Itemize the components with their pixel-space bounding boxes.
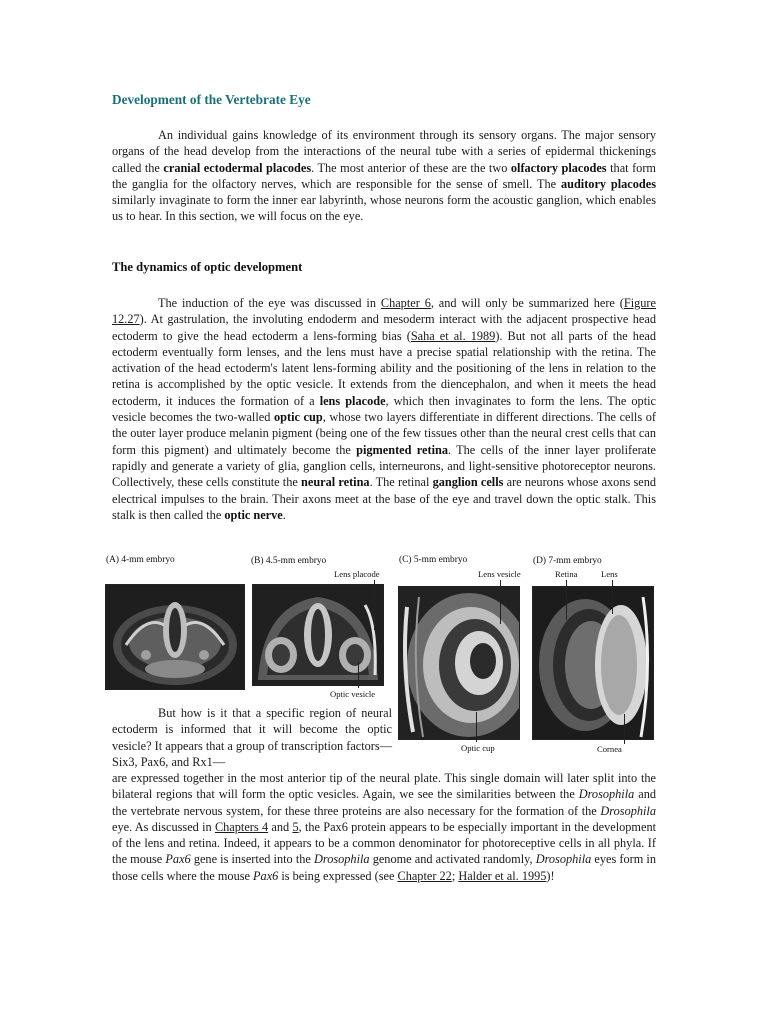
link-chapter-5[interactable]: 5 — [292, 819, 299, 834]
micrograph-b — [252, 584, 384, 686]
link-saha-1989[interactable]: Saha et al. 1989 — [410, 328, 496, 343]
micrograph-c-image — [399, 587, 519, 739]
leader-lens-placode — [374, 580, 375, 630]
label-optic-vesicle: Optic vesicle — [330, 689, 376, 699]
leader-lens — [612, 580, 613, 614]
leader-lens-vesicle — [500, 580, 501, 624]
link-chapter-22[interactable]: Chapter 22 — [397, 868, 452, 883]
link-figure-12-27[interactable]: Figure 12.27 — [112, 296, 656, 327]
term-olfactory-placodes: olfactory placodes — [510, 160, 607, 175]
term-lens-placode: lens placode — [319, 393, 386, 408]
section-title: Development of the Vertebrate Eye — [112, 92, 311, 107]
label-retina: Retina — [555, 569, 578, 579]
panel-c-label: (C) 5-mm embryo — [399, 555, 468, 565]
leader-optic-vesicle — [358, 662, 359, 688]
micrograph-c — [398, 586, 520, 740]
subsection-title: The dynamics of optic development — [112, 260, 303, 274]
term-neural-retina: neural retina — [301, 475, 370, 490]
leader-retina — [566, 580, 567, 620]
transcription-paragraph-continued: are expressed together in the most anterior tip of the neural plate. This single domain will later split into the bilateral regions that will form the optic vesicles. Again, we see the similarities between the Drosophila and the vertebrate nervous system, for these three proteins are also necessary for the formation of the Drosophila eye. As discussed in Chapters 4 and 5, the Pax6 protein appears to be especially important in the development of the lens and retina. Indeed, it appears to be a common denominator for photoreceptive cells in all phyla. If the mouse Pax6 gene is inserted into the Drosophila genome and activated randomly, Drosophila eyes form in those cells where the mouse Pax6 is being expressed (see Chapter 22; Halder et al. 1995)! — [112, 771, 657, 883]
label-lens-vesicle: Lens vesicle — [478, 569, 521, 579]
panel-a-label: (A) 4-mm embryo — [106, 555, 175, 565]
leader-optic-cup — [476, 712, 477, 742]
leader-cornea — [624, 714, 625, 744]
link-chapter-6[interactable]: Chapter 6 — [380, 296, 431, 310]
link-halder-1995[interactable]: Halder et al. 1995 — [458, 868, 547, 883]
micrograph-d — [532, 586, 654, 740]
transcription-paragraph-start: But how is it that a specific region of neural ectoderm is informed that it will become the optic vesicle? It appears that a group of transcription factors—Six3, Pax6, and Rx1— — [112, 706, 392, 769]
term-auditory-placodes: auditory placodes — [560, 176, 656, 191]
panel-b-label: (B) 4.5-mm embryo — [251, 556, 327, 566]
label-lens: Lens — [601, 569, 618, 579]
micrograph-d-image — [533, 587, 653, 739]
micrograph-a-image — [106, 585, 244, 689]
term-optic-nerve: optic nerve — [224, 507, 283, 522]
panel-d-label: (D) 7-mm embryo — [533, 556, 602, 566]
label-optic-cup: Optic cup — [461, 743, 495, 753]
term-pigmented-retina: pigmented retina — [356, 442, 448, 457]
label-cornea: Cornea — [597, 744, 622, 754]
micrograph-a — [105, 584, 245, 690]
term-ganglion-cells: ganglion cells — [432, 475, 504, 490]
label-lens-placode: Lens placode — [334, 569, 380, 579]
optic-development-paragraph: The induction of the eye was discussed in Chapter 6, and will only be summarized here (Figure 12.27). At gastrulation, the involuting endoderm and mesoderm interact with the adjacent prospective head ectoderm to give the head ectoderm a lens-forming bias (Saha et al. 1989). But not all parts of the head ectoderm eventually form lenses, and the lens must have a precise spatial relationship with the retina. The activation of the head ectoderm's latent lens-forming ability and the positioning of the lens in relation to the retina is accomplished by the optic vesicle. It extends from the diencephalon, and when it meets the head ectoderm, it induces the formation of a lens placode, which then invaginates to form the lens. The optic vesicle becomes the two-walled optic cup, whose two layers differentiate in different directions. The cells of the outer layer produce melanin pigment (being one of the few tissues other than the neural crest cells that can form this pigment) and ultimately become the pigmented retina. The cells of the inner layer proliferate rapidly and generate a variety of glia, ganglion cells, interneurons, and light-sensitive photoreceptor neurons. Collectively, these cells constitute the neural retina. The retinal ganglion cells are neurons whose axons send electrical impulses to the brain. Their axons meet at the base of the eye and travel down the optic stalk. This stalk is then called the optic nerve. — [112, 296, 657, 522]
link-chapters-4[interactable]: Chapters 4 — [214, 819, 269, 834]
term-cranial-placodes: cranial ectodermal placodes — [163, 160, 312, 175]
micrograph-b-image — [253, 585, 383, 685]
term-optic-cup: optic cup — [273, 410, 323, 425]
intro-paragraph: An individual gains knowledge of its environment through its sensory organs. The major sensory organs of the head develop from the interactions of the neural tube with a series of epidermal thickenings called the cranial ectodermal placodes. The most anterior of these are the two olfactory placodes that form the ganglia for the olfactory nerves, which are responsible for the sense of smell. The auditory placodes similarly invaginate to form the inner ear labyrinth, whose neurons form the acoustic ganglion, which enables us to hear. In this section, we will focus on the eye. — [112, 128, 656, 224]
